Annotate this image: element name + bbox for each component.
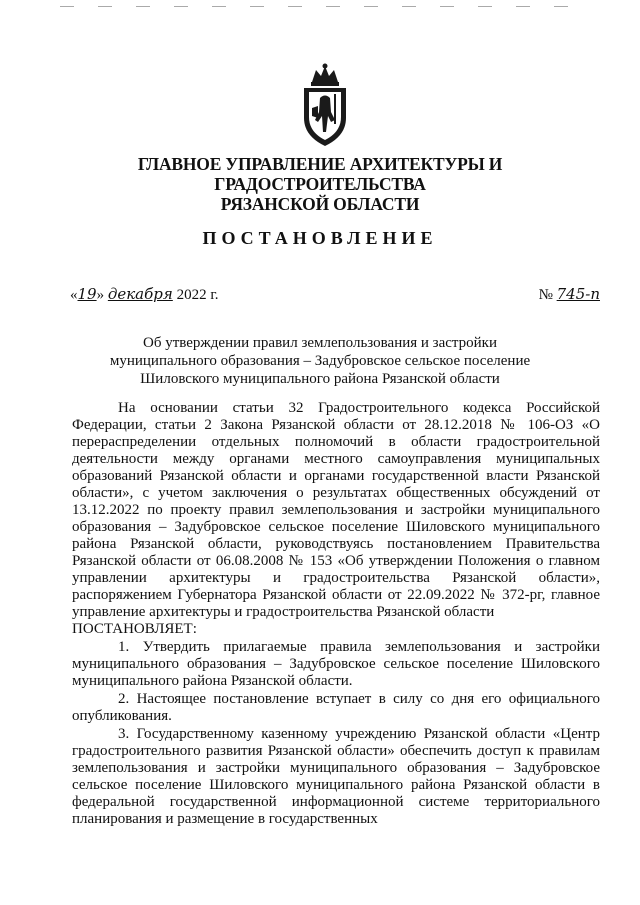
document-date: [70, 285, 219, 304]
number-value: 745-п: [556, 285, 600, 303]
number-prefix: №: [538, 287, 553, 303]
item-3-paragraph: 3. Государственному казенному учреждению Рязанской области «Центр градостроительного развития Рязанской области» обеспечить доступ к правилам землепользования и застройки муниципального образования – Задубровское сельское поселение Шиловского муниципального района Рязанской области в федеральной государственной информационной системе территориального планирования и размещение в государственных: [72, 726, 600, 827]
org-line-2: РЯЗАНСКОЙ ОБЛАСТИ: [220, 194, 420, 214]
date-day: 19: [77, 285, 97, 303]
preamble-paragraph: На основании статьи 32 Градостроительного кодекса Российской Федерации, статьи 2 Закона Рязанской области от 28.12.2018 № 106-ОЗ «О перераспределении отдельных полномочий в области градостроительной деятельности между органами местного самоуправления муниципальных образований Рязанской области и органами государственной власти Рязанской области», с учетом заключения о результатах общественных обсуждений от 13.12.2022 по проекту правил землепользования и застройки муниципального образования – Задубровское сельское поселение Шиловского муниципального района Рязанской области, руководствуясь постановлением Правительства Рязанской области от 06.08.2008 № 153 «Об утверждении Положения о главном управлении архитектуры и градостроительства Рязанской области», распоряжением Губернатора Рязанской области от 22.09.2022 № 372-рг, главное управление архитектуры и градостроительства Рязанской области: [72, 400, 600, 620]
item-1-paragraph: 1. Утвердить прилагаемые правила землепользования и застройки муниципального образования – Задубровское сельское поселение Шиловского муниципального района Рязанской области.: [72, 639, 600, 689]
date-quote-close: »: [96, 287, 105, 303]
date-number-row: [70, 285, 600, 309]
date-month: декабря: [107, 285, 173, 303]
document-title: [100, 334, 540, 388]
document-body: [72, 400, 600, 828]
date-year: 2022 г.: [176, 287, 219, 303]
coat-of-arms-icon: [298, 62, 352, 148]
organization-name: [40, 154, 600, 214]
title-line-1: Об утверждении правил землепользования и застройки: [143, 335, 497, 351]
document-type: ПОСТАНОВЛЕНИЕ: [202, 228, 438, 248]
document-number: [539, 285, 600, 304]
title-line-3: Шиловского муниципального района Рязанской области: [140, 371, 500, 387]
item-2-paragraph: 2. Настоящее постановление вступает в силу со дня его официального опубликования.: [72, 691, 600, 724]
org-line-1: ГЛАВНОЕ УПРАВЛЕНИЕ АРХИТЕКТУРЫ И ГРАДОСТРОИТЕЛЬСТВА: [137, 154, 503, 194]
date-quote-open: «: [70, 287, 78, 303]
resolves-heading: ПОСТАНОВЛЯЕТ:: [72, 621, 197, 637]
scan-artifact: [60, 6, 580, 7]
title-line-2: муниципального образования – Задубровское сельское поселение: [109, 353, 531, 369]
